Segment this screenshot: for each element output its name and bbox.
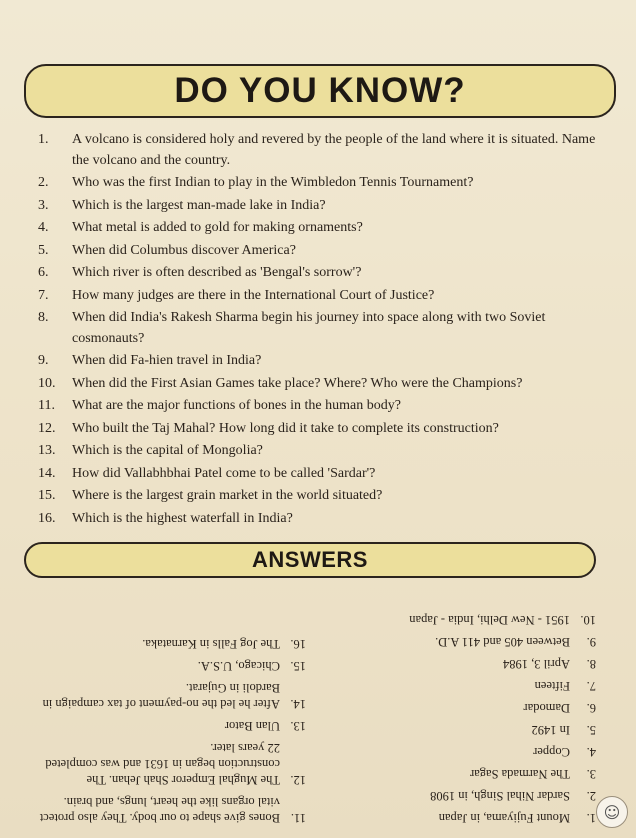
answer-item [326, 634, 596, 650]
question-number: 2. [38, 175, 49, 190]
answer-item [326, 810, 596, 826]
answers-column-right [36, 630, 306, 826]
answer-number: 3. [586, 767, 596, 781]
answer-text: Mount Fujiyama, in Japan [438, 811, 570, 825]
answer-number: 11. [290, 811, 306, 825]
answer-item [36, 658, 306, 674]
question-number: 10. [38, 375, 56, 391]
answer-number: 4. [586, 745, 596, 759]
question-item [38, 441, 598, 462]
question-number: 16. [38, 510, 56, 526]
question-item [38, 486, 598, 507]
question-item [38, 396, 598, 417]
answer-text: In 1492 [531, 723, 570, 737]
answer-item [326, 744, 596, 760]
answer-number: 1. [586, 811, 596, 825]
answer-number: 13. [290, 719, 306, 733]
question-number: 6. [38, 265, 49, 280]
question-number: 11. [38, 398, 55, 413]
answer-number: 7. [586, 679, 596, 693]
answer-text: The Jog Falls in Karnataka. [142, 637, 280, 651]
answer-text: Ulan Bator [224, 719, 280, 733]
question-text: Which is the highest waterfall in India? [72, 510, 293, 526]
question-item [38, 263, 598, 284]
question-number: 15. [38, 488, 56, 503]
answer-number: 8. [586, 657, 596, 671]
question-text: Who was the first Indian to play in the Wimbledon Tennis Tournament? [72, 175, 474, 190]
answer-text: Damodar [523, 701, 570, 715]
question-list [38, 130, 598, 531]
question-item [38, 286, 598, 307]
question-text: Which is the largest man-made lake in India? [72, 197, 326, 213]
answer-number: 12. [290, 773, 306, 787]
answer-text: Between 405 and 411 A.D. [435, 635, 570, 649]
answer-item [326, 766, 596, 782]
question-number: 8. [38, 310, 49, 325]
answer-text: Fifteen [534, 679, 570, 693]
question-item [38, 218, 598, 239]
question-text: Where is the largest grain market in the world situated? [72, 488, 383, 503]
question-text: When did Fa-hien travel in India? [72, 353, 262, 368]
question-text: What are the major functions of bones in the human body? [72, 398, 401, 413]
question-number: 3. [38, 197, 49, 213]
answer-text: 1951 - New Delhi, India - Japan [409, 613, 570, 627]
answer-number: 10. [580, 613, 596, 627]
question-number: 14. [38, 465, 56, 481]
question-text: When did the First Asian Games take place? Where? Who were the Champions? [72, 375, 523, 391]
question-number: 4. [38, 220, 49, 235]
title-banner [24, 64, 616, 118]
upside-down-answers [36, 594, 596, 826]
question-text: Who built the Taj Mahal? How long did it take to complete its construction? [72, 420, 499, 436]
question-text: Which is the capital of Mongolia? [72, 443, 263, 458]
answer-text: Copper [533, 745, 570, 759]
question-text: How did Vallabhbhai Patel come to be called 'Sardar'? [72, 465, 376, 481]
question-number: 5. [38, 242, 49, 258]
answer-item [36, 680, 306, 712]
answers-title: ANSWERS [252, 547, 368, 572]
answer-number: 15. [290, 659, 306, 673]
answer-item [36, 636, 306, 652]
answer-text: Sardar Nihal Singh, in 1908 [430, 789, 570, 803]
answer-text: After he led the no-payment of tax campaign in Bardoli in Gujarat. [42, 681, 280, 711]
question-text: What metal is added to gold for making ornaments? [72, 220, 363, 235]
answer-item [326, 612, 596, 628]
question-item [38, 464, 598, 485]
question-item [38, 130, 598, 171]
question-number: 12. [38, 420, 56, 436]
answer-number: 2. [586, 789, 596, 803]
answer-item [326, 656, 596, 672]
answer-item [36, 718, 306, 734]
question-item [38, 308, 598, 349]
question-item [38, 241, 598, 262]
question-item [38, 173, 598, 194]
question-text: How many judges are there in the International Court of Justice? [72, 287, 435, 303]
question-item [38, 509, 598, 530]
answer-number: 14. [290, 697, 306, 711]
answers-banner [24, 542, 596, 578]
question-item [38, 419, 598, 440]
answer-item [36, 740, 306, 788]
answer-number: 6. [586, 701, 596, 715]
question-number: 7. [38, 287, 49, 303]
answer-item [36, 794, 306, 826]
page-title: DO YOU KNOW? [174, 71, 466, 110]
question-number: 1. [38, 132, 49, 147]
answer-item [326, 678, 596, 694]
answer-text: Chicago, U.S.A. [197, 659, 280, 673]
question-text: When did India's Rakesh Sharma begin his journey into space along with two Soviet cosmonauts? [72, 310, 546, 346]
question-text: Which river is often described as 'Bengal's sorrow'? [72, 265, 362, 280]
answers-column-left [326, 606, 596, 826]
question-text: When did Columbus discover America? [72, 242, 296, 258]
answer-item [326, 722, 596, 738]
publisher-logo-icon: ☺ [596, 796, 628, 828]
question-item [38, 196, 598, 217]
answer-item [326, 700, 596, 716]
answer-text: Bones give shape to our body. They also protect vital organs like the heart, lungs, and brain. [39, 795, 280, 825]
answer-number: 9. [586, 635, 596, 649]
question-number: 9. [38, 353, 49, 368]
answer-number: 16. [290, 637, 306, 651]
question-item [38, 351, 598, 372]
question-item [38, 374, 598, 395]
answer-text: April 3, 1984 [502, 657, 570, 671]
answer-text: The Mughal Emperor Shah Jehan. The construction began in 1631 and was completed 22 years later. [45, 741, 280, 787]
question-text: A volcano is considered holy and revered by the people of the land where it is situated. Name the volcano and the country. [72, 132, 596, 168]
answer-text: The Narmada Sagar [470, 767, 570, 781]
answer-number: 5. [586, 723, 596, 737]
question-number: 13. [38, 443, 56, 458]
answer-item [326, 788, 596, 804]
